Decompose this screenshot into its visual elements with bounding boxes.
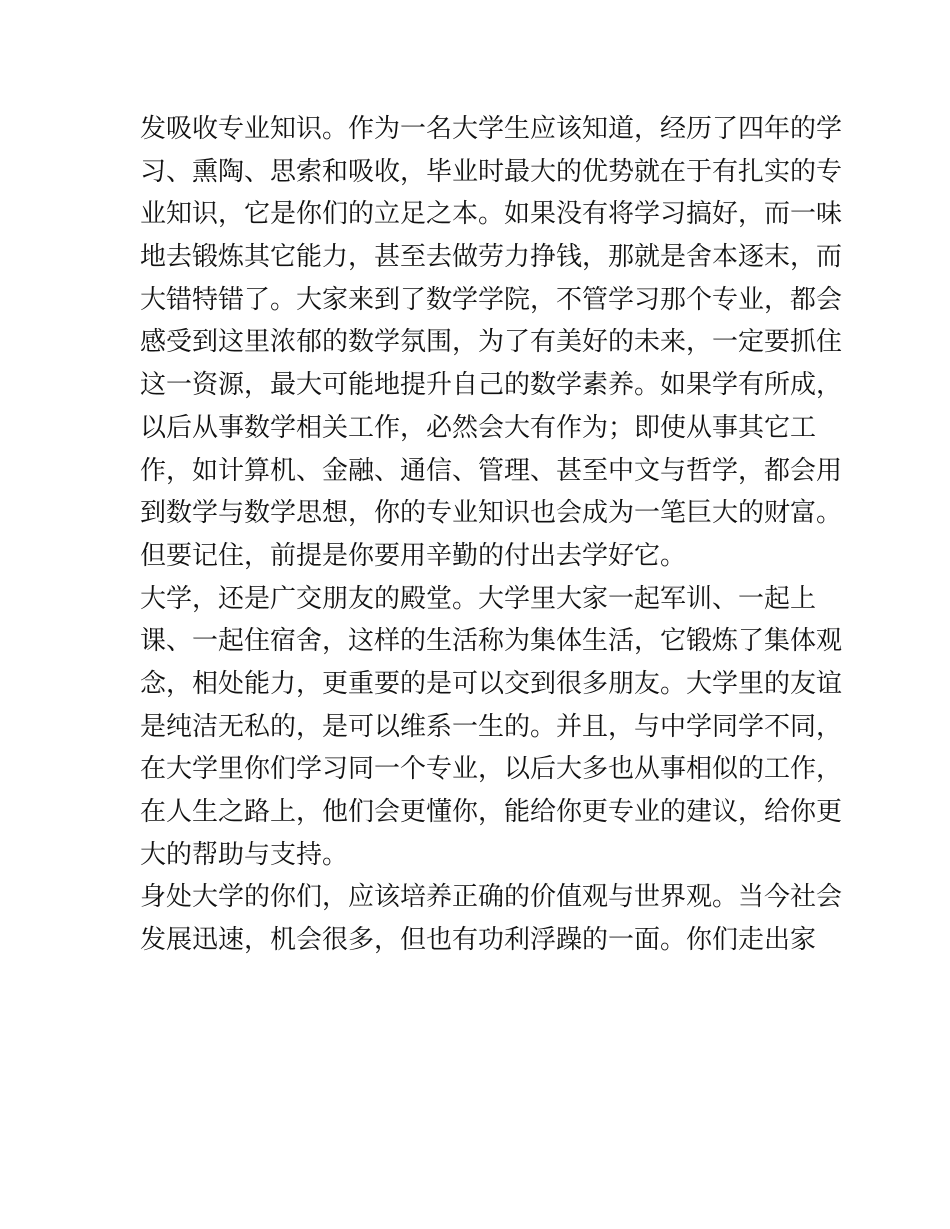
text-line: 大的帮助与支持。 xyxy=(140,839,349,870)
text-line: 课、一起住宿舍，这样的生活称为集体生活，它锻炼了集体观 xyxy=(140,626,843,657)
text-line: 身处大学的你们，应该培养正确的价值观与世界观。当今社会 xyxy=(140,882,843,913)
text-line: 作，如计算机、金融、通信、管理、甚至中文与哲学，都会用 xyxy=(140,455,843,486)
text-line: 在大学里你们学习同一个专业，以后大多也从事相似的工作， xyxy=(140,754,843,785)
text-line: 念，相处能力，更重要的是可以交到很多朋友。大学里的友谊 xyxy=(140,668,843,699)
text-line: 在人生之路上，他们会更懂你，能给你更专业的建议，给你更 xyxy=(140,797,843,827)
text-line: 地去锻炼其它能力，甚至去做劳力挣钱，那就是舍本逐末，而 xyxy=(140,242,843,273)
text-line: 发吸收专业知识。作为一名大学生应该知道，经历了四年的学 xyxy=(140,114,843,144)
text-line: 是纯洁无私的，是可以维系一生的。并且，与中学同学不同， xyxy=(140,711,843,742)
body-text xyxy=(140,108,843,962)
text-line: 习、熏陶、思索和吸收，毕业时最大的优势就在于有扎实的专 xyxy=(140,156,843,187)
text-line: 发展迅速，机会很多，但也有功利浮躁的一面。你们走出家 xyxy=(140,925,817,956)
text-line: 以后从事数学相关工作，必然会大有作为；即使从事其它工 xyxy=(140,412,817,443)
text-line: 大错特错了。大家来到了数学学院，不管学习那个专业，都会 xyxy=(140,284,843,315)
text-line: 大学，还是广交朋友的殿堂。大学里大家一起军训、一起上 xyxy=(140,583,817,614)
text-line: 但要记住，前提是你要用辛勤的付出去学好它。 xyxy=(140,540,687,571)
text-line: 到数学与数学思想，你的专业知识也会成为一笔巨大的财富。 xyxy=(140,498,843,529)
text-line: 这一资源，最大可能地提升自己的数学素养。如果学有所成， xyxy=(140,370,843,401)
text-line: 业知识，它是你们的立足之本。如果没有将学习搞好，而一味 xyxy=(140,199,843,230)
text-line: 感受到这里浓郁的数学氛围，为了有美好的未来，一定要抓住 xyxy=(140,327,843,358)
